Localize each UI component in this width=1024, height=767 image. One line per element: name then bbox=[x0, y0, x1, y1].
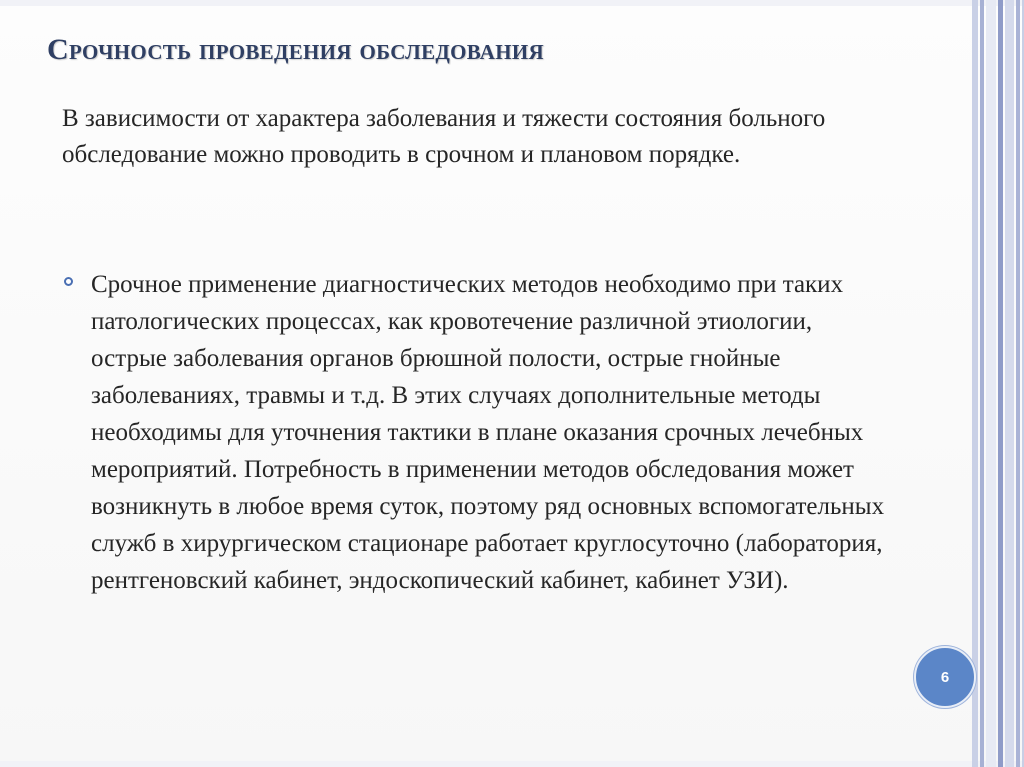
stripe bbox=[998, 0, 1003, 767]
decorative-side-stripes bbox=[972, 0, 1024, 767]
bullet-list-item bbox=[62, 266, 892, 599]
page-number-badge bbox=[914, 646, 976, 708]
slide-title: Срочность проведения обследования bbox=[47, 33, 544, 66]
stripe bbox=[1005, 0, 1014, 767]
stripe bbox=[986, 0, 996, 767]
intro-paragraph: В зависимости от характера заболевания и тяжести состояния больного обследование можно проводить в срочном и плановом порядке. bbox=[62, 105, 826, 168]
page-number: 6 bbox=[940, 668, 950, 686]
stripe bbox=[972, 0, 978, 767]
stripe bbox=[1016, 0, 1020, 767]
ring-bullet-icon bbox=[64, 277, 73, 286]
bullet-text: Срочное применение диагностических методов необходимо при таких патологических процессах, как кровотечение различной этиологии, острые заболевания органов брюшной полости, острые гнойные заболеваниях, травмы и т.д. В этих случаях дополнительные методы необходимы для уточнения тактики в плане оказания срочных лечебных мероприятий. Потребность в применении методов обследования может возникнуть в любое время суток, поэтому ряд основных вспомогательных служб в хирургическом стационаре работает круглосуточно (лаборатория, рентгеновский кабинет, эндоскопический кабинет, кабинет УЗИ). bbox=[91, 271, 885, 594]
frame-top-border bbox=[0, 0, 1024, 6]
frame-bottom-border bbox=[0, 761, 1024, 767]
stripe bbox=[980, 0, 984, 767]
